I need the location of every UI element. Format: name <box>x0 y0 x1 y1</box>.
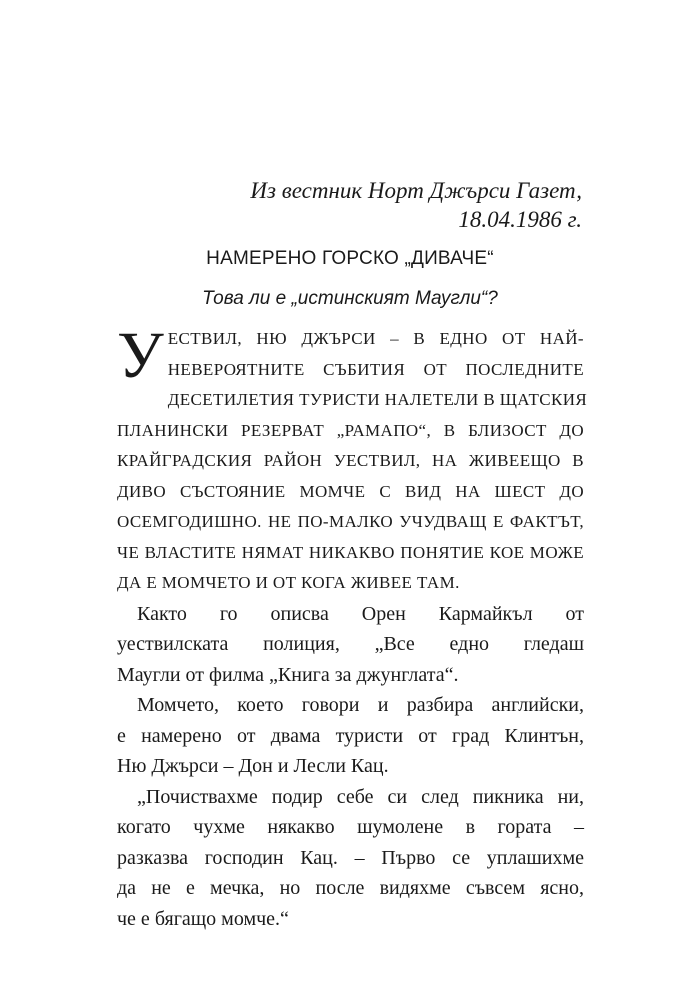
paragraph <box>117 599 584 691</box>
source-line-1: Из вестник Норт Джърси Газет, <box>250 178 582 203</box>
paragraph <box>117 690 584 782</box>
lead-line: ЧЕ ВЛАСТИТЕ НЯМАТ НИКАКВО ПОНЯТИЕ КОЕ МОЖЕ <box>117 542 584 562</box>
paragraph-line: Ню Джърси – Дон и Лесли Кац. <box>117 755 389 777</box>
lead-line: ДЕСЕТИЛЕТИЯ ТУРИСТИ НАЛЕТЕЛИ В ЩАТСКИЯ <box>167 390 588 409</box>
paragraph-line: че е бягащо момче.“ <box>117 907 289 930</box>
article-headline: НАМЕРЕНО ГОРСКО „ДИВАЧЕ“ <box>206 248 494 269</box>
paragraph <box>117 782 584 935</box>
paragraph-line: разказва господин Кац. – Първо се уплашихме <box>117 846 584 869</box>
paragraph-line: Както го описва Орен Кармайкъл от <box>137 602 584 625</box>
lead-line: ДИВО СЪСТОЯНИЕ МОМЧЕ С ВИД НА ШЕСТ ДО <box>117 481 584 501</box>
source-attribution <box>250 176 582 234</box>
paragraph-line: „Почиствахме подир себе си след пикника ни, <box>137 785 584 808</box>
article-subheadline: Това ли е „истинският Маугли“? <box>202 288 498 309</box>
lead-line: ПЛАНИНСКИ РЕЗЕРВАТ „РАМАПО“, В БЛИЗОСТ ДО <box>117 420 584 440</box>
lead-line: ОСЕМГОДИШНО. НЕ ПО-МАЛКО УЧУДВАЩ Е ФАКТЪТ, <box>117 512 584 531</box>
lead-line: НЕВЕРОЯТНИТЕ СЪБИТИЯ ОТ ПОСЛЕДНИТЕ <box>167 359 584 379</box>
lead-line: ДА Е МОМЧЕТО И ОТ КОГА ЖИВЕЕ ТАМ. <box>117 573 460 592</box>
drop-cap: У <box>117 319 164 392</box>
paragraph-line: е намерено от двама туристи от град Клинтън, <box>117 724 584 747</box>
article-body <box>117 319 588 934</box>
paragraph-line: уествилската полиция, „Все едно гледаш <box>117 633 584 655</box>
paragraph-line: Маугли от филма „Книга за джунглата“. <box>117 663 459 686</box>
paragraph-line: когато чухме някакво шумолене в гората – <box>117 816 584 838</box>
lead-line: КРАЙГРАДСКИЯ РАЙОН УЕСТВИЛ, НА ЖИВЕЕЩО В <box>117 451 584 470</box>
source-date: 18.04.1986 г. <box>458 207 582 232</box>
lead-line: ЕСТВИЛ, НЮ ДЖЪРСИ – В ЕДНО ОТ НАЙ- <box>167 329 584 348</box>
paragraph-line: Момчето, което говори и разбира английски, <box>137 694 584 716</box>
lead-paragraph <box>117 319 588 599</box>
paragraph-line: да не е мечка, но после видяхме съвсем ясно, <box>117 877 584 899</box>
